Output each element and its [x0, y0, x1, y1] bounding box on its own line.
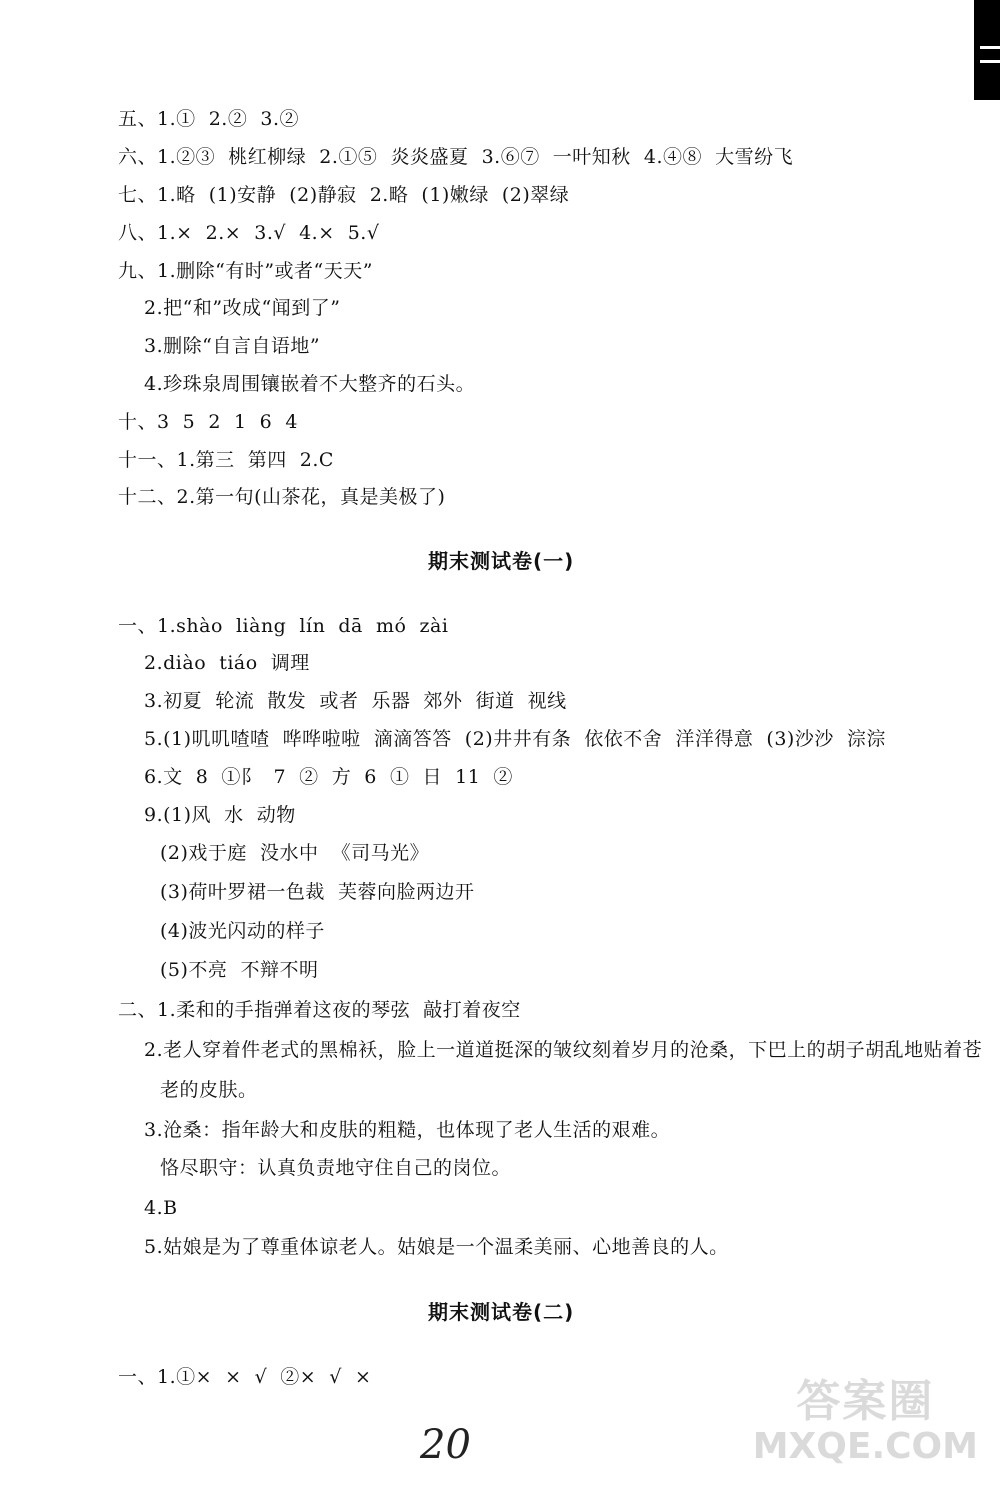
answer-line-1-1: 一、1.shào liàng lín dā mó zài — [118, 615, 449, 637]
answer-line-1-5: 5.(1)叽叽喳喳 哗哗啦啦 滴滴答答 (2)井井有条 依依不舍 洋洋得意 (3)沙沙 淙淙 — [144, 728, 886, 750]
answer-line-1-9-3: (3)荷叶罗裙一色裁 芙蓉向脸两边开 — [160, 881, 475, 903]
answer-line-1-9-5: (5)不亮 不辩不明 — [160, 959, 319, 981]
page-edge-tab — [974, 0, 1000, 100]
answer-line-1-9-2: (2)戏于庭 没水中 《司马光》 — [160, 842, 430, 864]
edge-tab-stripe — [980, 46, 1000, 49]
answer-line-10: 十、3 5 2 1 6 4 — [118, 411, 298, 433]
answer-line-1-6: 6.文 8 ①阝 7 ② 方 6 ① 日 11 ② — [144, 766, 513, 788]
answer-line-1-2: 2.diào tiáo 调理 — [144, 652, 310, 674]
answer-line-8: 八、1.× 2.× 3.√ 4.× 5.√ — [118, 222, 380, 244]
answer-line-1-3: 3.初夏 轮流 散发 或者 乐器 郊外 街道 视线 — [144, 690, 567, 712]
page-number: 20 — [420, 1422, 471, 1468]
answer-line-2-5: 5.姑娘是为了尊重体谅老人。姑娘是一个温柔美丽、心地善良的人。 — [144, 1236, 729, 1258]
answer-line-12: 十二、2.第一句(山茶花，真是美极了) — [118, 486, 446, 508]
answer-line-9-4: 4.珍珠泉周围镶嵌着不大整齐的石头。 — [144, 373, 476, 395]
site-watermark — [753, 1377, 978, 1467]
answer-line-t2-1-1: 一、1.①× × √ ②× √ × — [118, 1366, 372, 1388]
watermark-cn-text: 答案圈 — [796, 1376, 935, 1427]
answer-line-9-2: 2.把“和”改成“闻到了” — [144, 297, 341, 319]
answer-line-2-2-cont: 老的皮肤。 — [160, 1079, 258, 1101]
answer-line-2-3-cont: 恪尽职守：认真负责地守住自己的岗位。 — [160, 1157, 512, 1179]
answer-line-1-9-4: (4)波光闪动的样子 — [160, 920, 325, 942]
answer-line-6: 六、1.②③ 桃红柳绿 2.①⑤ 炎炎盛夏 3.⑥⑦ 一叶知秋 4.④⑧ 大雪纷飞 — [118, 146, 794, 168]
section-title-final-test-1: 期末测试卷(一) — [428, 549, 575, 573]
answer-line-2-3: 3.沧桑：指年龄大和皮肤的粗糙，也体现了老人生活的艰难。 — [144, 1119, 671, 1141]
answer-line-7: 七、1.略 (1)安静 (2)静寂 2.略 (1)嫩绿 (2)翠绿 — [118, 184, 570, 206]
answer-line-9: 九、1.删除“有时”或者“天天” — [118, 260, 373, 282]
answer-line-11: 十一、1.第三 第四 2.C — [118, 449, 334, 471]
answer-line-9-3: 3.删除“自言自语地” — [144, 335, 321, 357]
answer-line-2-1: 二、1.柔和的手指弹着这夜的琴弦 敲打着夜空 — [118, 999, 521, 1021]
answer-line-2-2: 2.老人穿着件老式的黑棉袄，脸上一道道挺深的皱纹刻着岁月的沧桑，下巴上的胡子胡乱地贴着苍 — [144, 1039, 983, 1061]
answer-line-5: 五、1.① 2.② 3.② — [118, 108, 300, 130]
section-title-final-test-2: 期末测试卷(二) — [428, 1300, 575, 1324]
answer-line-1-9: 9.(1)风 水 动物 — [144, 804, 296, 826]
watermark-en-text: MXQE.COM — [752, 1426, 978, 1467]
edge-tab-stripe — [980, 60, 1000, 63]
answer-line-2-4: 4.B — [144, 1197, 178, 1219]
